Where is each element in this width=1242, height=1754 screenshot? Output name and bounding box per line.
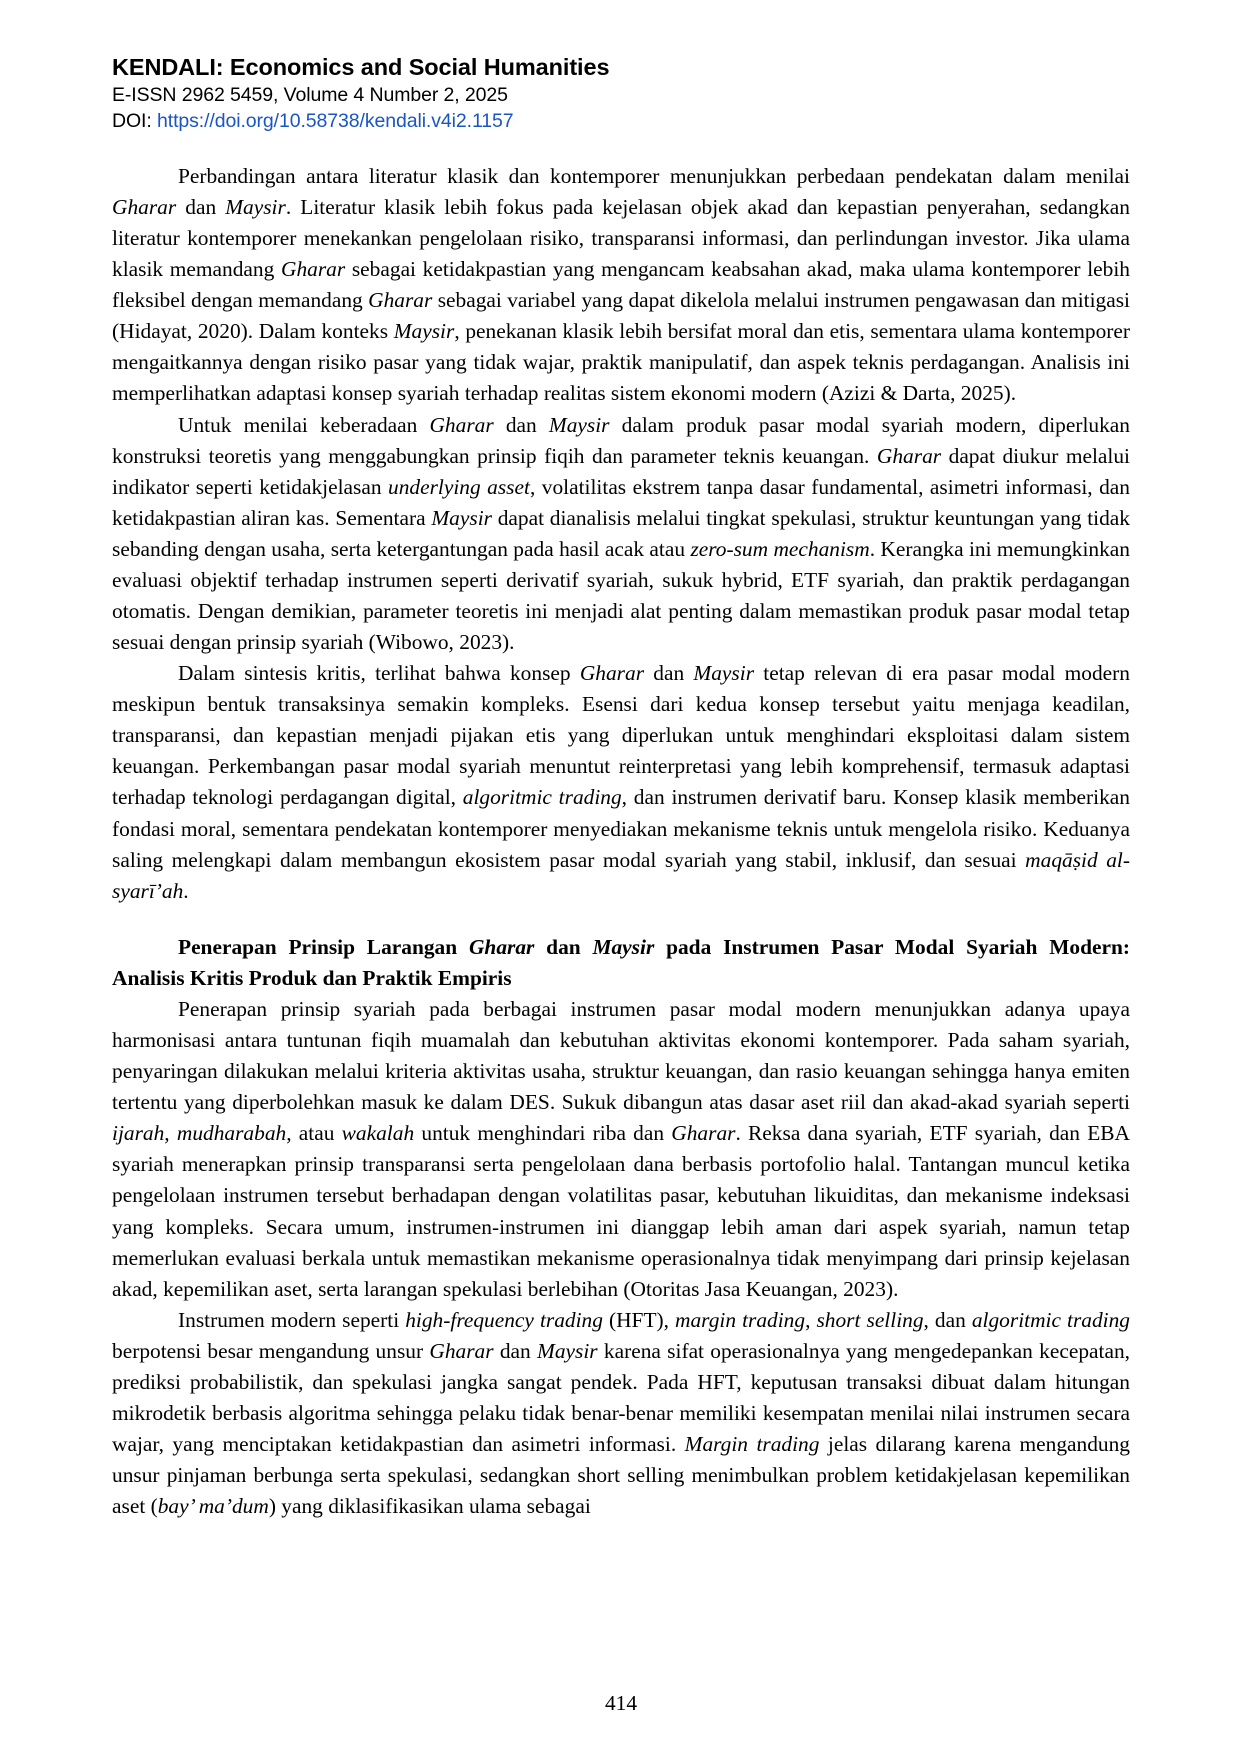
page-number: 414	[604, 1691, 638, 1715]
journal-title: KENDALI: Economics and Social Humanities	[112, 54, 610, 80]
issn-volume-line: E-ISSN 2962 5459, Volume 4 Number 2, 2025	[112, 84, 508, 107]
doi-link[interactable]: https://doi.org/10.58738/kendali.v4i2.1157	[157, 110, 514, 132]
paragraph-modern-instruments: Instrumen modern seperti high-frequency trading (HFT), margin trading, short selling, dan algoritmic trading berpotensi besar mengandung unsur Gharar dan Maysir karena sifat operasionalnya yang mengedepankan kecepatan, prediksi probabilistik, dan spekulasi jangka sangat pendek. Pada HFT, keputusan transaksi dibuat dalam hitungan mikrodetik berbasis algoritma sehingga pelaku tidak benar-benar memiliki kesempatan menilai nilai instrumen secara wajar, yang menciptakan ketidakpastian dan asimetri informasi. Margin trading jelas dilarang karena mengandung unsur pinjaman berbunga serta spekulasi, sedangkan short selling menimbulkan problem ketidakjelasan kepemilikan aset (bay’ ma’dum) yang diklasifikasikan ulama sebagai	[112, 1307, 1130, 1519]
page-masthead	[112, 52, 1130, 135]
paragraph-critical-synthesis: Dalam sintesis kritis, terlihat bahwa konsep Gharar dan Maysir tetap relevan di era pasar modal modern meskipun bentuk transaksinya semakin kompleks. Esensi dari kedua konsep tersebut yaitu menjaga keadilan, transparansi, dan kepastian menjadi pijakan etis yang diperlukan untuk menghindari eksploitasi dalam sistem keuangan. Perkembangan pasar modal syariah menuntut reinterpretasi yang lebih komprehensif, termasuk adaptasi terhadap teknologi perdagangan digital, algoritmic trading, dan instrumen derivatif baru. Konsep klasik memberikan fondasi moral, sementara pendekatan kontemporer menyediakan mekanisme teknis untuk mengelola risiko. Keduanya saling melengkapi dalam membangun ekosistem pasar modal syariah yang stabil, inklusif, dan sesuai maqāṣid al-syarī’ah.	[112, 661, 1130, 903]
paragraph-comparison-classic-contemporary: Perbandingan antara literatur klasik dan kontemporer menunjukkan perbedaan pendekatan dalam menilai Gharar dan Maysir. Literatur klasik lebih fokus pada kejelasan objek akad dan kepastian penyerahan, sedangkan literatur kontemporer menekankan pengelolaan risiko, transparansi informasi, dan perlindungan investor. Jika ulama klasik memandang Gharar sebagai ketidakpastian yang mengancam keabsahan akad, maka ulama kontemporer lebih fleksibel dengan memandang Gharar sebagai variabel yang dapat dikelola melalui instrumen pengawasan dan mitigasi (Hidayat, 2020). Dalam konteks Maysir, penekanan klasik lebih bersifat moral dan etis, sementara ulama kontemporer mengaitkannya dengan risiko pasar yang tidak wajar, praktik manipulatif, dan aspek teknis perdagangan. Analisis ini memperlihatkan adaptasi konsep syariah terhadap realitas sistem ekonomi modern (Azizi & Darta, 2025).	[112, 163, 1131, 406]
paragraph-sharia-instruments: Penerapan prinsip syariah pada berbagai instrumen pasar modal modern menunjukkan adanya upaya harmonisasi antara tuntunan fiqih muamalah dan kebutuhan aktivitas ekonomi kontemporer. Pada saham syariah, penyaringan dilakukan melalui kriteria aktivitas usaha, struktur keuangan, dan rasio keuangan sehingga hanya emiten tertentu yang diperbolehkan masuk ke dalam DES. Sukuk dibangun atas dasar aset riil dan akad-akad syariah seperti ijarah, mudharabah, atau wakalah untuk menghindari riba dan Gharar. Reksa dana syariah, ETF syariah, dan EBA syariah menerapkan prinsip transparansi serta pengelolaan dana berbasis portofolio halal. Tantangan muncul ketika pengelolaan instrumen tersebut berhadapan dengan volatilitas pasar, kebutuhan likuiditas, dan mekanisme indeksasi yang kompleks. Secara umum, instrumen-instrumen ini dianggap lebih aman dari aspek syariah, namun tetap memerlukan evaluasi berkala untuk memastikan mekanisme operasionalnya tidak menyimpang dari prinsip kejelasan akad, kepemilikan aset, serta larangan spekulasi berlebihan (Otoritas Jasa Keuangan, 2023).	[112, 996, 1130, 1301]
section-heading: Penerapan Prinsip Larangan Gharar dan Maysir pada Instrumen Pasar Modal Syariah Modern: Analisis Kritis Produk dan Praktik Empiris	[112, 934, 1131, 990]
paragraph-theoretical-construct: Untuk menilai keberadaan Gharar dan Maysir dalam produk pasar modal syariah modern, diperlukan konstruksi teoretis yang menggabungkan prinsip fiqih dan parameter teknis keuangan. Gharar dapat diukur melalui indikator seperti ketidakjelasan underlying asset, volatilitas ekstrem tanpa dasar fundamental, asimetri informasi, dan ketidakpastian aliran kas. Sementara Maysir dapat dianalisis melalui tingkat spekulasi, struktur keuntungan yang tidak sebanding dengan usaha, serta ketergantungan pada hasil acak atau zero-sum mechanism. Kerangka ini memungkinkan evaluasi objektif terhadap instrumen seperti derivatif syariah, sukuk hybrid, ETF syariah, dan praktik perdagangan otomatis. Dengan demikian, parameter teoretis ini menjadi alat penting dalam memastikan produk pasar modal tetap sesuai dengan prinsip syariah (Wibowo, 2023).	[112, 412, 1130, 655]
doi-line	[112, 109, 1130, 135]
doi-label: DOI:	[112, 110, 158, 132]
article-body	[112, 161, 1130, 1522]
